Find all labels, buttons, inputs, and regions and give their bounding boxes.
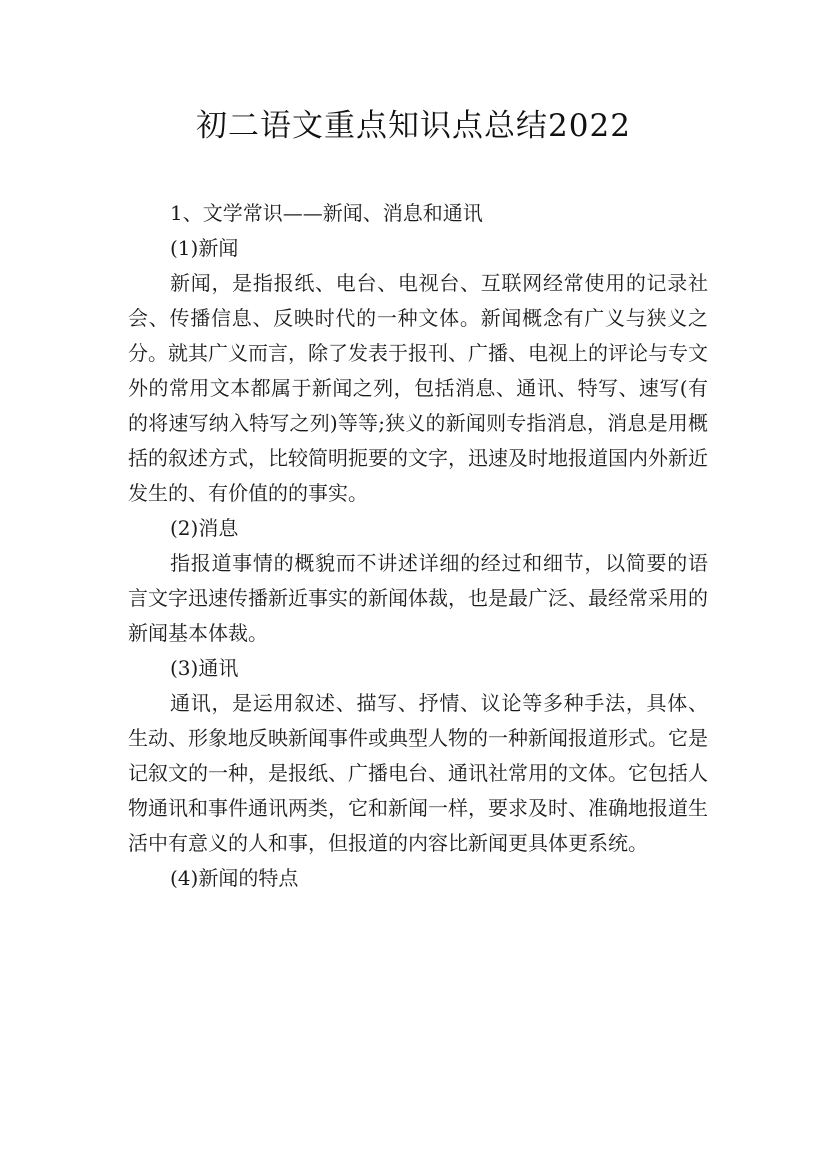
subheading-message: (2)消息	[170, 516, 239, 540]
paragraph-correspondence: 通讯，是运用叙述、描写、抒情、议论等多种手法，具体、生动、形象地反映新闻事件或典型人物的一种新闻报道形式。它是记叙文的一种，是报纸、广播电台、通讯社常用的文体。它包括人物通讯和事件通讯两类，它和新闻一样，要求及时、准确地报道生活中有意义的人和事，但报道的内容比新闻更具体更系统。	[128, 691, 708, 855]
document-title: 初二语文重点知识点总结2022	[196, 108, 631, 144]
document-body	[128, 196, 708, 896]
subheading-correspondence: (3)通讯	[170, 656, 239, 680]
paragraph-news: 新闻，是指报纸、电台、电视台、互联网经常使用的记录社会、传播信息、反映时代的一种文体。新闻概念有广义与狭义之分。就其广义而言，除了发表于报刊、广播、电视上的评论与专文外的常用文本都属于新闻之列，包括消息、通讯、特写、速写(有的将速写纳入特写之列)等等;狭义的新闻则专指消息，消息是用概括的叙述方式，比较简明扼要的文字，迅速及时地报道国内外新近发生的、有价值的的事实。	[128, 271, 708, 505]
section-heading: 1、文学常识——新闻、消息和通讯	[170, 201, 483, 225]
paragraph-message: 指报道事情的概貌而不讲述详细的经过和细节，以简要的语言文字迅速传播新近事实的新闻体裁，也是最广泛、最经常采用的新闻基本体裁。	[128, 551, 708, 645]
subheading-news-features: (4)新闻的特点	[170, 866, 299, 890]
subheading-news: (1)新闻	[170, 236, 239, 260]
